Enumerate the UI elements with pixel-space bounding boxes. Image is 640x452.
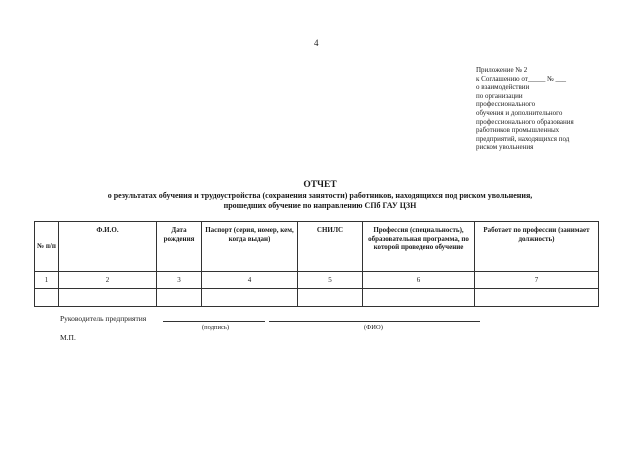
appendix-line: о взаимодействии	[476, 83, 530, 92]
report-title: ОТЧЕТ	[303, 180, 337, 190]
table-row	[35, 272, 599, 289]
header-cell-fio: Ф.И.О.	[59, 222, 157, 272]
appendix-line: профессионального образования	[476, 117, 574, 126]
report-subtitle	[40, 191, 600, 211]
appendix-line: к Соглашению от_____ № ___	[476, 74, 567, 83]
table-row-empty	[35, 289, 599, 307]
column-number-cell: 2	[59, 272, 157, 289]
appendix-line: предприятий, находящихся под	[476, 134, 570, 143]
header-cell-profession: Профессия (специальность), образовательная программа, по которой проведено обучение	[363, 222, 475, 272]
column-number-cell: 7	[475, 272, 599, 289]
appendix-line: профессионального	[476, 100, 536, 109]
empty-cell[interactable]	[35, 289, 59, 307]
empty-cell[interactable]	[59, 289, 157, 307]
column-number-cell: 5	[298, 272, 363, 289]
report-subtitle-line: о результатах обучения и трудоустройства (сохранения занятости) работников, находящихся под риском увольнения,	[107, 191, 533, 200]
fio-caption: (ФИО)	[364, 324, 383, 331]
column-number-cell: 6	[363, 272, 475, 289]
appendix-line: работников промышленных	[476, 126, 560, 135]
header-cell-number: № п/п	[35, 222, 59, 272]
header-cell-snils: СНИЛС	[298, 222, 363, 272]
report-table	[34, 221, 599, 307]
header-cell-birthdate: Дата рождения	[157, 222, 202, 272]
signature-label: Руководитель предприятия	[60, 314, 147, 323]
table-header-row	[35, 222, 599, 272]
empty-cell[interactable]	[202, 289, 298, 307]
signature-line[interactable]	[163, 321, 265, 322]
empty-cell[interactable]	[475, 289, 599, 307]
column-number-cell: 4	[202, 272, 298, 289]
signature-caption: (подпись)	[202, 324, 229, 331]
report-subtitle-line: прошедших обучение по направлению СПб ГАУ ЦЗН	[223, 201, 417, 210]
empty-cell[interactable]	[157, 289, 202, 307]
empty-cell[interactable]	[298, 289, 363, 307]
appendix-note	[476, 66, 636, 152]
fio-line[interactable]	[269, 321, 480, 322]
stamp-placeholder: М.П.	[60, 333, 76, 342]
appendix-line: обучения и дополнительного	[476, 108, 563, 117]
page-number: 4	[314, 38, 319, 48]
appendix-line: риском увольнения	[476, 143, 534, 152]
column-number-cell: 3	[157, 272, 202, 289]
empty-cell[interactable]	[363, 289, 475, 307]
column-number-cell: 1	[35, 272, 59, 289]
appendix-line: по организации	[476, 91, 523, 100]
appendix-line: Приложение № 2	[476, 66, 528, 74]
header-cell-employment: Работает по профессии (занимает должность)	[475, 222, 599, 272]
header-cell-passport: Паспорт (серия, номер, кем, когда выдан)	[202, 222, 298, 272]
